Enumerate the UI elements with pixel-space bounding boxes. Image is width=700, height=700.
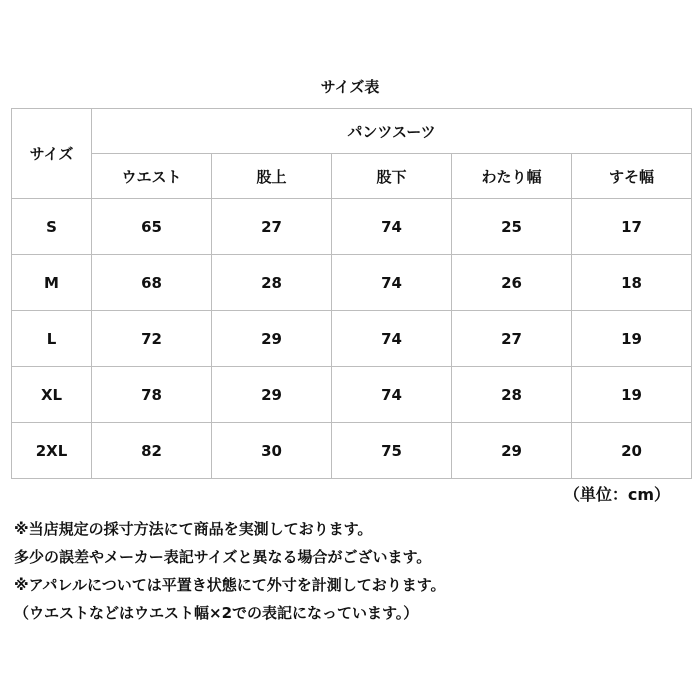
value-cell: 19 [572,311,692,367]
value-cell: 17 [572,199,692,255]
note-line: （ウエストなどはウエスト幅×2での表記になっています。） [14,604,419,622]
table-row [12,311,692,367]
value-cell: 74 [332,199,452,255]
value-cell: 29 [212,367,332,423]
value-cell: 75 [332,423,452,479]
value-cell: 74 [332,367,452,423]
value-cell: 78 [92,367,212,423]
group-header-cell: パンツスーツ [92,109,692,154]
column-header-waist: ウエスト [92,154,212,199]
value-cell: 26 [452,255,572,311]
size-header-cell: サイズ [12,109,92,199]
value-cell: 27 [452,311,572,367]
value-cell: 68 [92,255,212,311]
value-cell: 20 [572,423,692,479]
value-cell: 30 [212,423,332,479]
table-row [12,199,692,255]
size-cell: 2XL [12,423,92,479]
size-cell: XL [12,367,92,423]
note-line: ※アパレルについては平置き状態にて外寸を計測しております。 [14,576,446,594]
table-row [12,367,692,423]
value-cell: 72 [92,311,212,367]
size-cell: M [12,255,92,311]
size-cell: L [12,311,92,367]
table-row [12,255,692,311]
value-cell: 19 [572,367,692,423]
header-row-columns [12,154,692,199]
value-cell: 28 [452,367,572,423]
value-cell: 65 [92,199,212,255]
column-header-inseam: 股下 [332,154,452,199]
column-header-hem: すそ幅 [572,154,692,199]
note-line: ※当店規定の採寸方法にて商品を実測しております。 [14,520,373,538]
value-cell: 29 [452,423,572,479]
table-row [12,423,692,479]
header-row-group [12,109,692,154]
value-cell: 27 [212,199,332,255]
value-cell: 82 [92,423,212,479]
column-header-rise: 股上 [212,154,332,199]
column-header-thigh: わたり幅 [452,154,572,199]
unit-label: （単位：cm） [563,485,670,504]
value-cell: 18 [572,255,692,311]
size-table [11,108,692,479]
page-title: サイズ表 [320,78,380,96]
note-line: 多少の誤差やメーカー表記サイズと異なる場合がございます。 [14,548,432,566]
notes [14,515,446,627]
value-cell: 25 [452,199,572,255]
value-cell: 74 [332,255,452,311]
size-cell: S [12,199,92,255]
value-cell: 28 [212,255,332,311]
value-cell: 29 [212,311,332,367]
value-cell: 74 [332,311,452,367]
